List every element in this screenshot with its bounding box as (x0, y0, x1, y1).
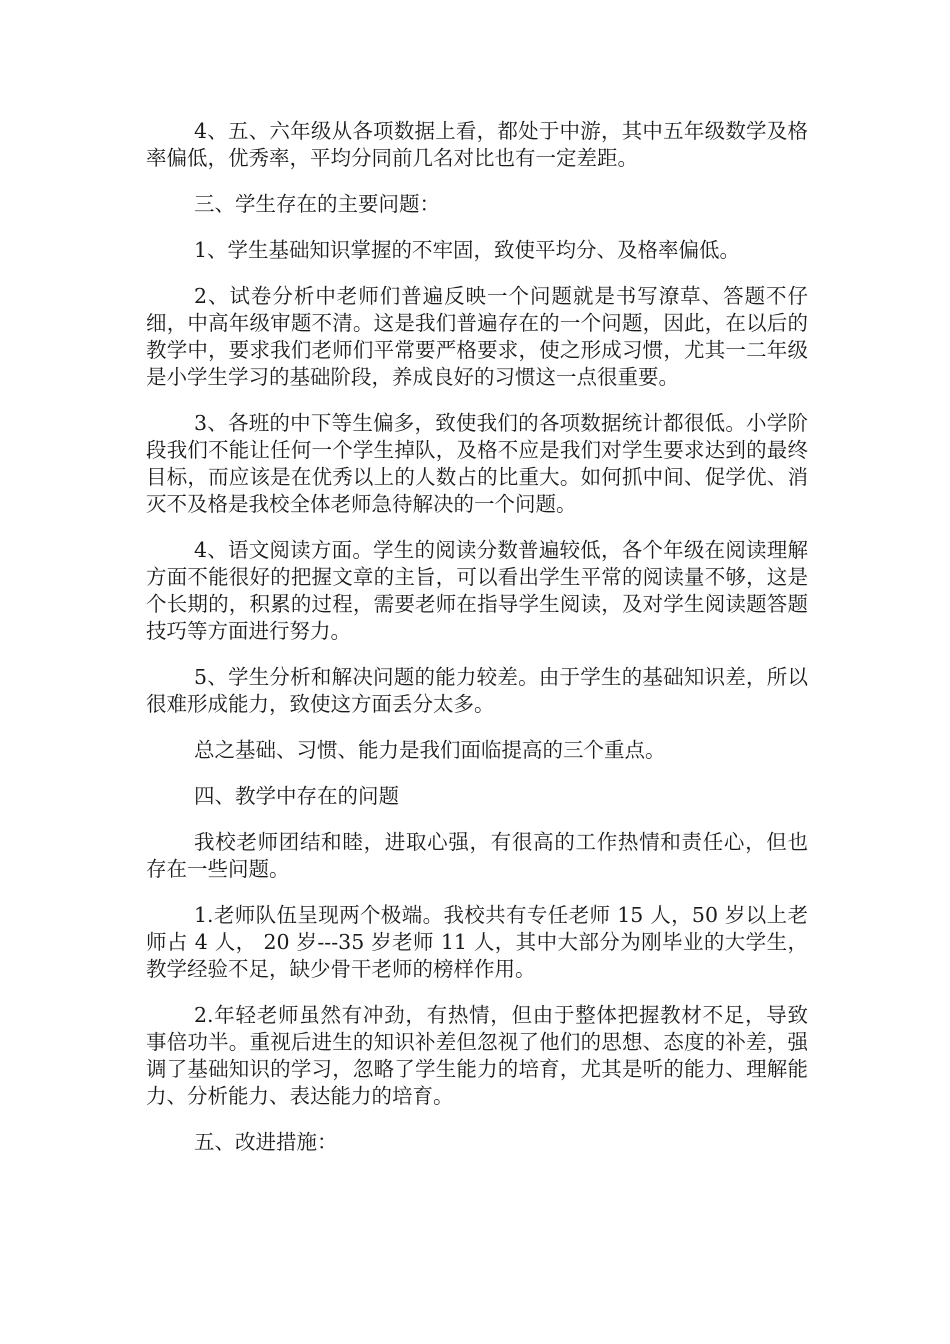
paragraph-summary: 总之基础、习惯、能力是我们面临提高的三个重点。 (194, 738, 666, 762)
paragraph-teachers-overview: 我校老师团结和睦，进取心强，有很高的工作热情和责任心，但也存在一些问题。 (146, 830, 808, 881)
paragraph-problem-2: 2、试卷分析中老师们普遍反映一个问题就是书写潦草、答题不仔细，中高年级审题不清。这是我们普遍存在的一个问题，因此，在以后的教学中，要求我们老师们平常要严格要求，使之形成习惯，尤其一二年级是小学生学习的基础阶段，养成良好的习惯这一点很重要。 (146, 284, 808, 389)
paragraph-problem-1: 1、学生基础知识掌握的不牢固，致使平均分、及格率偏低。 (194, 238, 741, 262)
document-body (146, 118, 808, 1175)
section-heading-improvement-measures: 五、改进措施： (194, 1130, 338, 1154)
paragraph-problem-3: 3、各班的中下等生偏多，致使我们的各项数据统计都很低。小学阶段我们不能让任何一个学生掉队，及格不应是我们对学生要求达到的最终目标，而应该是在优秀以上的人数占的比重大。如何抓中间、促学优、消灭不及格是我校全体老师急待解决的一个问题。 (146, 411, 808, 516)
paragraph-problem-4: 4、语文阅读方面。学生的阅读分数普遍较低，各个年级在阅读理解方面不能很好的把握文章的主旨，可以看出学生平常的阅读量不够，这是个长期的，积累的过程，需要老师在指导学生阅读，及对学生阅读题答题技巧等方面进行努力。 (146, 538, 808, 643)
paragraph-problem-5: 5、学生分析和解决问题的能力较差。由于学生的基础知识差，所以很难形成能力，致使这方面丢分太多。 (146, 665, 808, 716)
paragraph-teacher-issue-2: 2.年轻老师虽然有冲劲，有热情，但由于整体把握教材不足，导致事倍功半。重视后进生的知识补差但忽视了他们的思想、态度的补差，强调了基础知识的学习，忽略了学生能力的培育，尤其是听的能力、理解能力、分析能力、表达能力的培育。 (146, 1003, 808, 1108)
section-heading-teaching-problems: 四、教学中存在的问题 (194, 784, 399, 808)
paragraph-grade-5-6-summary: 4、五、六年级从各项数据上看，都处于中游，其中五年级数学及格率偏低，优秀率，平均分同前几名对比也有一定差距。 (146, 119, 808, 170)
paragraph-teacher-issue-1: 1.老师队伍呈现两个极端。我校共有专任老师 15 人，50 岁以上老师占 4 人， 20 岁---35 岁老师 11 人，其中大部分为刚毕业的大学生，教学经验不足，缺少骨干老师的榜样作用。 (146, 903, 808, 981)
section-heading-student-problems: 三、学生存在的主要问题： (194, 192, 440, 216)
